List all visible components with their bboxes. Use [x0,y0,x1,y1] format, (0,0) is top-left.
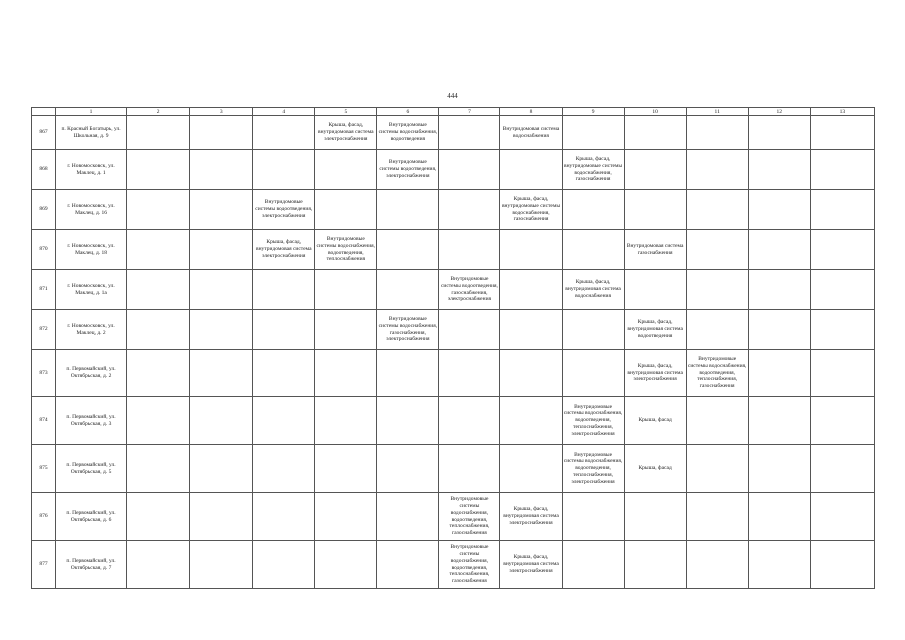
work-cell [500,150,562,190]
work-cell: Крыша, фасад, внутридомовая система водоснабжения [562,270,624,310]
table-row [32,270,875,310]
address-cell: г. Новомосковск, ул. Маклец, д. 18 [56,230,127,270]
row-number: 871 [32,270,56,310]
work-cell [686,190,748,230]
work-cell [127,230,190,270]
work-cell: Внутридомовые системы водоснабжения, водоотведения, теплоснабжения [315,230,377,270]
work-cell [439,190,500,230]
work-cell [190,541,253,589]
header-cell: 10 [624,108,686,116]
work-cell: Внутридомовые системы водоотведения, газоснабжения, электроснабжения [439,270,500,310]
work-cell [810,230,874,270]
row-number: 873 [32,350,56,397]
work-cell [810,270,874,310]
work-cell [810,190,874,230]
work-cell [190,230,253,270]
work-cell [562,350,624,397]
row-number: 872 [32,310,56,350]
work-cell [127,350,190,397]
work-cell [748,350,810,397]
work-cell [748,310,810,350]
row-number: 877 [32,541,56,589]
work-cell [190,350,253,397]
address-cell: п. Красный Богатырь, ул. Школьная, д. 9 [56,116,127,150]
header-cell: 6 [377,108,439,116]
work-cell [127,310,190,350]
work-cell [500,310,562,350]
work-cell: Внутридомовые системы водоснабжения, водоотведения, теплоснабжения, газоснабжения [439,541,500,589]
work-cell [624,116,686,150]
header-cell: 8 [500,108,562,116]
work-cell [253,310,315,350]
work-cell [315,541,377,589]
work-cell: Крыша, фасад, внутридомовая система электроснабжения [624,350,686,397]
work-cell [686,397,748,445]
work-cell [748,445,810,493]
work-cell: Крыша, фасад, внутридомовая система водоотведения [624,310,686,350]
table-row [32,116,875,150]
work-cell [439,397,500,445]
work-cell [439,310,500,350]
work-cell [624,190,686,230]
work-cell [748,150,810,190]
work-cell [127,150,190,190]
work-cell: Внутридомовые системы водоснабжения, водоотведения [377,116,439,150]
work-cell [315,350,377,397]
work-cell [253,270,315,310]
work-cell [377,445,439,493]
work-cell [439,445,500,493]
work-cell [315,397,377,445]
work-cell [810,116,874,150]
work-cell [127,116,190,150]
table-row [32,350,875,397]
table-row [32,190,875,230]
work-cell: Внутридомовые системы водоснабжения, газоснабжения, электроснабжения [377,310,439,350]
work-cell [439,230,500,270]
work-cell [686,270,748,310]
work-cell [253,493,315,541]
header-cell: 11 [686,108,748,116]
address-cell: п. Первомайский, ул. Октябрьская, д. 7 [56,541,127,589]
work-cell: Внутридомовые системы водоснабжения, водоотведения, теплоснабжения, электроснабжения [562,397,624,445]
work-cell: Внутридомовые системы водоснабжения, водоотведения, теплоснабжения, газоснабжения [686,350,748,397]
table-row [32,230,875,270]
header-cell: 2 [127,108,190,116]
address-cell: г. Новомосковск, ул. Маклец, д. 1 [56,150,127,190]
address-cell: п. Первомайский, ул. Октябрьская, д. 6 [56,493,127,541]
table-row [32,445,875,493]
address-cell: п. Первомайский, ул. Октябрьская, д. 2 [56,350,127,397]
work-cell [748,493,810,541]
row-number: 874 [32,397,56,445]
work-cell [686,541,748,589]
work-cell [624,493,686,541]
work-cell: Крыша, фасад, внутридомовая система электроснабжения [500,541,562,589]
work-cell [315,270,377,310]
work-cell [562,310,624,350]
work-cell: Крыша, фасад [624,445,686,493]
work-cell [748,270,810,310]
address-cell: г. Новомосковск, ул. Маклец, д. 16 [56,190,127,230]
work-cell: Внутридомовые системы водоотведения, электроснабжения [377,150,439,190]
address-cell: п. Первомайский, ул. Октябрьская, д. 3 [56,397,127,445]
work-cell [377,493,439,541]
work-cell [253,445,315,493]
work-cell [190,493,253,541]
work-cell [500,397,562,445]
work-cell [500,230,562,270]
header-row [32,108,875,116]
work-cell: Внутридомовая система газоснабжения [624,230,686,270]
work-cell [127,493,190,541]
table-row [32,493,875,541]
header-cell: 4 [253,108,315,116]
work-cell [315,493,377,541]
work-cell [377,350,439,397]
work-cell [190,397,253,445]
header-cell-blank [32,108,56,116]
work-cell [439,350,500,397]
work-cell [810,493,874,541]
work-cell [253,397,315,445]
header-cell: 13 [810,108,874,116]
work-cell [377,230,439,270]
work-cell [686,445,748,493]
address-cell: п. Первомайский, ул. Октябрьская, д. 5 [56,445,127,493]
work-cell [562,230,624,270]
work-cell: Внутридомовые системы водоотведения, электроснабжения [253,190,315,230]
work-cell [127,397,190,445]
row-number: 868 [32,150,56,190]
work-cell [190,116,253,150]
work-cell: Крыша, фасад, внутридомовая система электроснабжения [253,230,315,270]
work-cell [748,397,810,445]
header-cell: 3 [190,108,253,116]
work-cell [500,270,562,310]
work-cell [562,541,624,589]
work-cell [624,541,686,589]
work-cell [190,190,253,230]
work-cell [810,350,874,397]
header-cell: 7 [439,108,500,116]
work-cell [810,310,874,350]
work-cell [810,445,874,493]
table-row [32,397,875,445]
work-cell [377,270,439,310]
work-cell [686,150,748,190]
table-row [32,541,875,589]
work-cell [315,190,377,230]
work-cell: Крыша, фасад [624,397,686,445]
repair-schedule-table [31,107,875,589]
work-cell [500,350,562,397]
header-cell: 9 [562,108,624,116]
work-cell [127,270,190,310]
work-cell [624,270,686,310]
page-number: 444 [447,92,458,100]
work-cell [500,445,562,493]
work-cell [127,445,190,493]
row-number: 875 [32,445,56,493]
work-cell [253,541,315,589]
work-cell [377,397,439,445]
work-cell [315,310,377,350]
work-cell [686,116,748,150]
work-cell [562,493,624,541]
work-cell: Внутридомовые системы водоснабжения, водоотведения, теплоснабжения, газоснабжения [439,493,500,541]
work-cell: Крыша, фасад, внутридомовые системы водоснабжения, газоснабжения [562,150,624,190]
work-cell [624,150,686,190]
work-cell: Крыша, фасад, внутридомовая система электроснабжения [500,493,562,541]
row-number: 870 [32,230,56,270]
work-cell: Внутридомовая система водоснабжения [500,116,562,150]
work-cell [127,190,190,230]
work-cell [377,190,439,230]
work-cell [810,541,874,589]
work-cell [315,445,377,493]
work-cell [315,150,377,190]
work-cell: Крыша, фасад, внутридомовые системы водоснабжения, газоснабжения [500,190,562,230]
work-cell [748,230,810,270]
work-cell [748,116,810,150]
work-cell [127,541,190,589]
work-cell [439,116,500,150]
work-cell [810,150,874,190]
work-cell [686,230,748,270]
address-cell: г. Новомосковск, ул. Маклец, д. 2 [56,310,127,350]
work-cell [686,310,748,350]
row-number: 876 [32,493,56,541]
row-number: 867 [32,116,56,150]
work-cell [748,190,810,230]
work-cell [253,350,315,397]
work-cell [562,116,624,150]
work-cell [686,493,748,541]
work-cell: Внутридомовые системы водоснабжения, водоотведения, теплоснабжения, электроснабжения [562,445,624,493]
work-cell [190,150,253,190]
work-cell [439,150,500,190]
work-cell: Крыша, фасад, внутридомовая система электроснабжения [315,116,377,150]
work-cell [748,541,810,589]
work-cell [190,445,253,493]
address-cell: г. Новомосковск, ул. Маклец, д. 1а [56,270,127,310]
row-number: 869 [32,190,56,230]
work-cell [190,270,253,310]
header-cell: 12 [748,108,810,116]
header-cell: 1 [56,108,127,116]
header-cell: 5 [315,108,377,116]
work-cell [190,310,253,350]
work-cell [377,541,439,589]
table-row [32,150,875,190]
table-row [32,310,875,350]
work-cell [253,116,315,150]
work-cell [253,150,315,190]
work-cell [562,190,624,230]
work-cell [810,397,874,445]
